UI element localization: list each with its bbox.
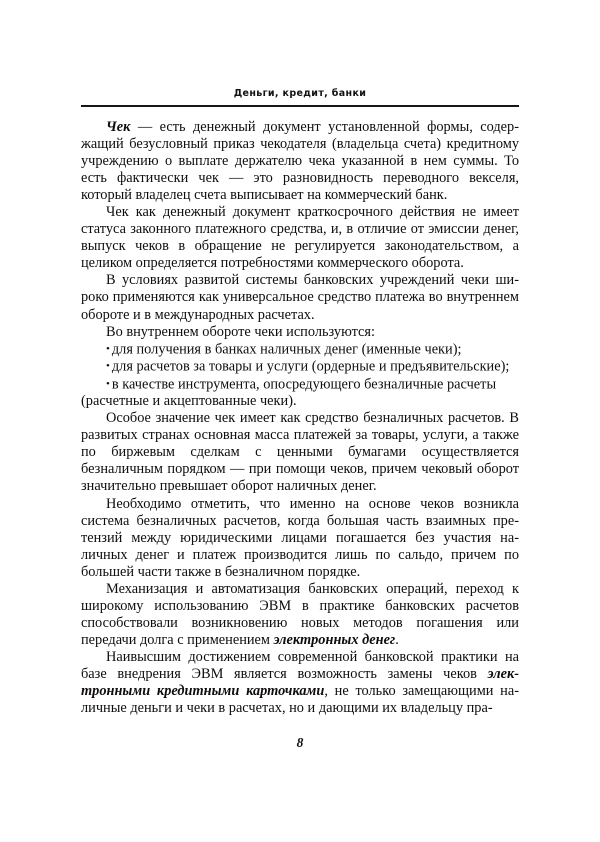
term-chek: Чек xyxy=(106,119,131,135)
paragraph-short-term: Чек как денежный документ краткосрочного действия не имеет статуса законного платежного средства, и, в отличие от эмиссии денег, выпуск чеков в обращение не регулируется законодательством, а целиком определяется потребностями коммерческого оборота. xyxy=(81,204,519,272)
paragraph-mechanization-text-before: Механизация и автоматизация банковских операций, переход к широкому использованию ЭВМ в практике банковских расчетов способствовали возникновению новых методов погашения или передачи долга с применением xyxy=(81,580,519,648)
term-electronic-money: электронных денег xyxy=(273,631,396,648)
page-body xyxy=(81,119,519,717)
paragraph-credit-cards-text-after: , не только замещающими наличные деньги и чеки в расчетах, но и дающими их владельцу пра- xyxy=(81,683,520,717)
paragraph-chek-definition xyxy=(81,119,519,204)
paragraph-internal-turnover-lead: Во внутреннем обороте чеки используются: xyxy=(106,323,375,340)
running-head-title: Деньги, кредит, банки xyxy=(233,88,367,99)
list-item-label: в качестве инструмента, опосредующего безналичные расчеты xyxy=(111,376,497,393)
running-head-rule xyxy=(81,105,519,107)
running-head xyxy=(80,88,520,99)
list-item-label: для расчетов за товары и услуги (ордерные и предъявительские); xyxy=(111,358,510,375)
term-electronic-credit-cards: электронными кредитными карточками xyxy=(81,666,519,700)
bullet-dot-icon: • xyxy=(106,377,110,390)
cheque-uses-list xyxy=(81,341,519,411)
bullet-dot-icon: • xyxy=(106,342,110,355)
page-number: 8 xyxy=(296,735,304,750)
bullet-dot-icon: • xyxy=(106,360,110,373)
list-item xyxy=(81,358,519,376)
paragraph-credit-cards-text-before: Наивысшим достижением современной банковской практики на базе внедрения ЭВМ является возможность замены чеков xyxy=(81,648,519,682)
paragraph-credit-cards xyxy=(81,649,519,717)
list-item xyxy=(81,376,519,394)
paragraph-mechanization xyxy=(81,581,519,649)
page-footer xyxy=(0,734,600,752)
paragraph-special-meaning: Особое значение чек имеет как средство безналичных расчетов. В развитых странах основная масса платежей за товары, услуги, а также по биржевым сделкам с ценными бумагами осуществляется безналичным порядком — при помощи чеков, причем чековый оборот значительно превышает оборот наличных денег. xyxy=(81,410,519,495)
list-item xyxy=(81,341,519,359)
list-item-continuation: (расчетные и акцептованные чеки). xyxy=(81,393,297,410)
paragraph-developed-system: В условиях развитой системы банковских учреждений чеки широко применяются как универсальное средство платежа во внутреннем обороте и в международных расчетах. xyxy=(81,272,519,323)
list-item-label: для получения в банках наличных денег (именные чеки); xyxy=(111,341,462,358)
paragraph-cashless-system: Необходимо отметить, что именно на основе чеков возникла система безналичных расчетов, когда большая часть взаимных претензий между юридическими лицами погашается без участия наличных денег и платеж производится лишь по сальдо, причем по большей части также в безналичном порядке. xyxy=(81,495,519,580)
paragraph-mechanization-text-after: . xyxy=(395,631,399,648)
paragraph-chek-definition-text: — есть денежный документ установленной формы, содержащий безусловный приказ чекодателя (владельца счета) кредитному учреждению о выплате держателю чека указанной в нем суммы. То есть фактически чек — это разновидность переводного векселя, который владелец счета выписывает на коммерческий банк. xyxy=(81,119,519,204)
